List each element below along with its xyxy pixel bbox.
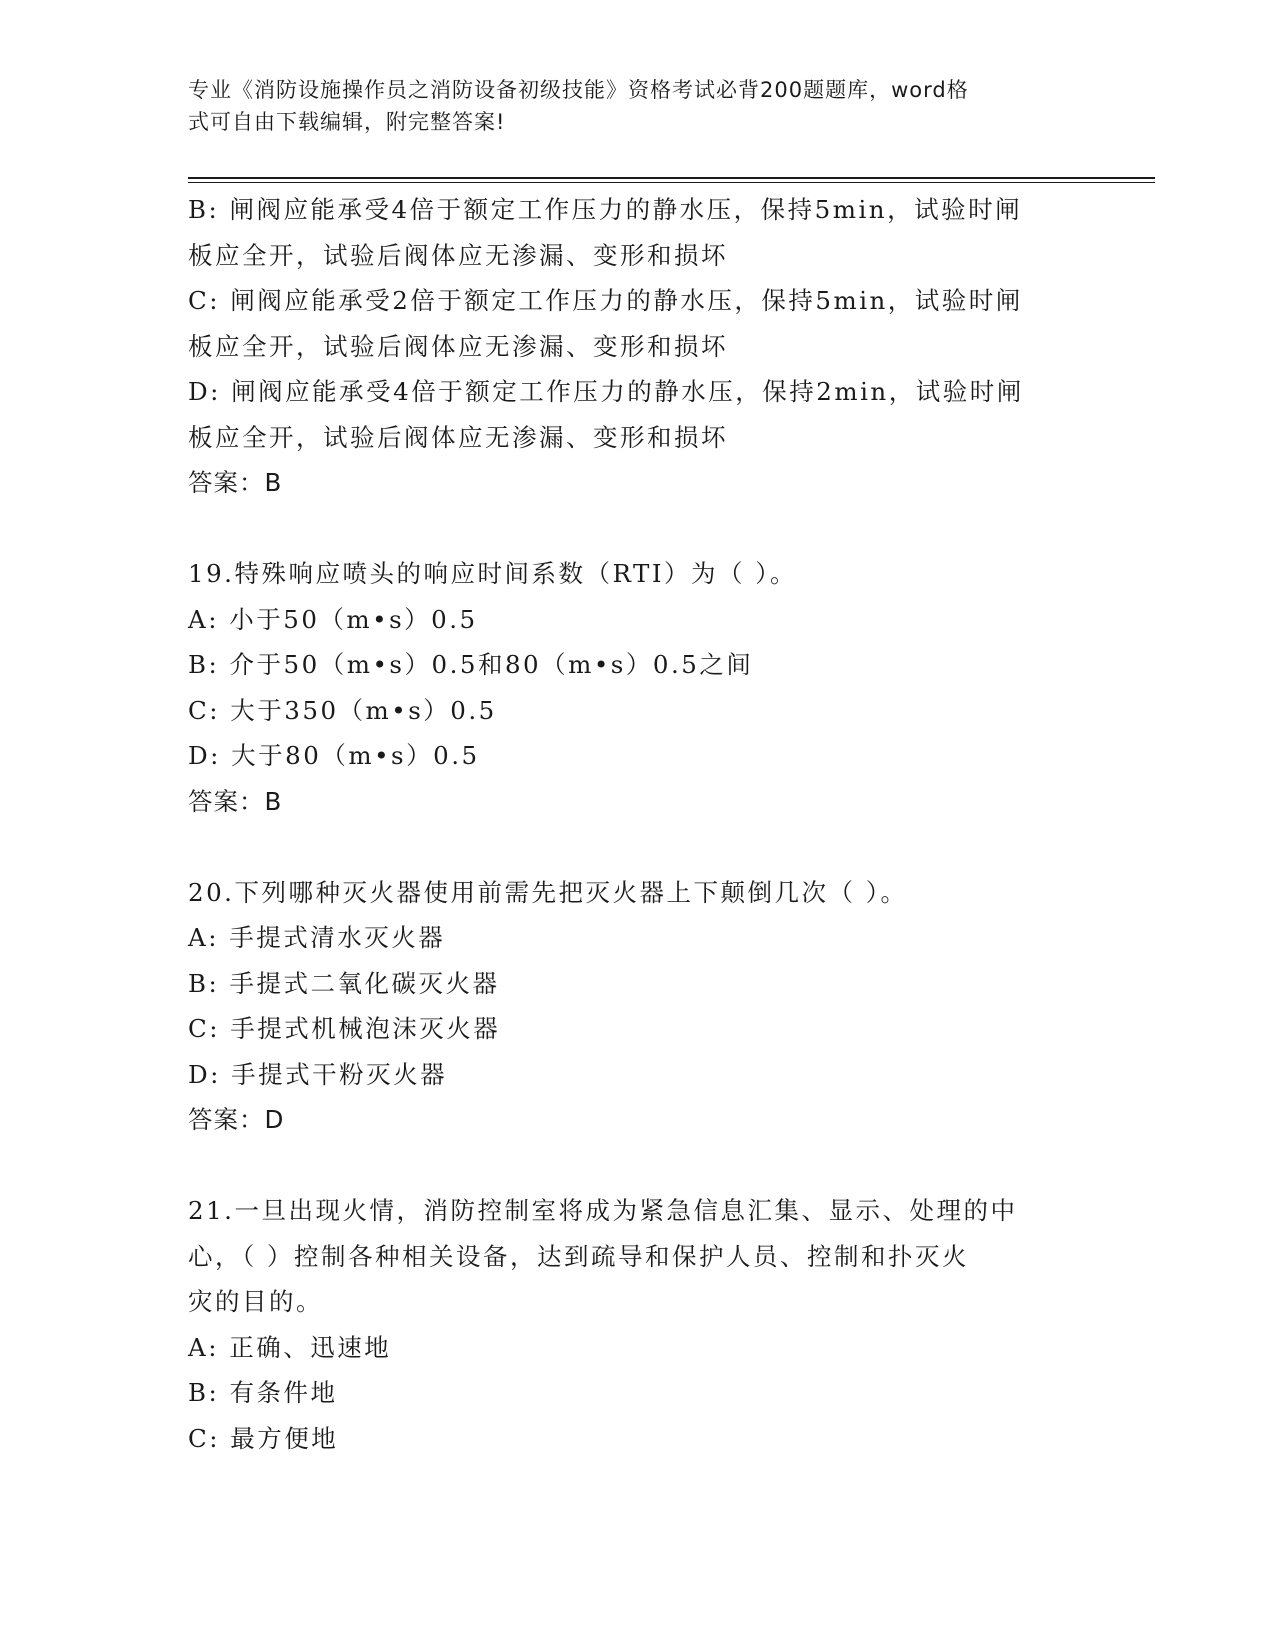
- spacer: [188, 506, 1088, 552]
- question-19-block: [188, 551, 1088, 824]
- q19-answer: 答案：B: [188, 786, 283, 816]
- q18-option-c-line-2: 板应全开，试验后阀体应无渗漏、变形和损坏: [188, 331, 728, 361]
- q18-option-b-line-1: B: 闸阀应能承受4倍于额定工作压力的静水压，保持5min，试验时闸: [188, 195, 1023, 224]
- q19-option-c: C: 大于350（m•s）0.5: [188, 695, 497, 725]
- q18-option-d-line-2: 板应全开，试验后阀体应无渗漏、变形和损坏: [188, 422, 728, 452]
- question-content: [188, 187, 1088, 1461]
- header-divider-thick: [188, 177, 1155, 179]
- q20-option-d: D: 手提式干粉灭火器: [188, 1059, 448, 1089]
- q21-option-b: B: 有条件地: [188, 1378, 338, 1407]
- q20-option-b: B: 手提式二氧化碳灭火器: [188, 968, 500, 998]
- q18-answer: 答案：B: [188, 468, 283, 497]
- q18-option-d-line-1: D: 闸阀应能承受4倍于额定工作压力的静水压，保持2min，试验时闸: [188, 377, 1024, 406]
- spacer: [188, 824, 1088, 870]
- question-21-block: [188, 1188, 1088, 1461]
- q19-option-a: A: 小于50（m•s）0.5: [188, 604, 478, 634]
- q21-question-line-2: 心，（ ）控制各种相关设备，达到疏导和保护人员、控制和扑灭火: [188, 1241, 970, 1271]
- q21-option-c: C: 最方便地: [188, 1423, 339, 1453]
- q19-option-b: B: 介于50（m•s）0.5和80（m•s）0.5之间: [188, 650, 754, 679]
- q20-answer: 答案：D: [188, 1105, 285, 1134]
- q18-option-c-line-1: C: 闸阀应能承受2倍于额定工作压力的静水压，保持5min，试验时闸: [188, 286, 1023, 315]
- spacer: [188, 1143, 1088, 1189]
- q19-question: 19.特殊响应喷头的响应时间系数（RTI）为（ ）。: [188, 559, 798, 588]
- question-20-block: [188, 870, 1088, 1143]
- q21-question-line-1: 21.一旦出现火情，消防控制室将成为紧急信息汇集、显示、处理的中: [188, 1196, 1018, 1225]
- header-title-line-1: 专业《消防设施操作员之消防设备初级技能》资格考试必背200题题库，word格: [188, 78, 969, 102]
- q20-option-c: C: 手提式机械泡沫灭火器: [188, 1014, 501, 1043]
- question-18-block: [188, 187, 1088, 506]
- document-header: [188, 74, 1068, 138]
- q20-option-a: A: 手提式清水灭火器: [188, 923, 446, 952]
- header-title-line-2: 式可自由下载编辑，附完整答案!: [188, 110, 506, 134]
- q20-question: 20.下列哪种灭火器使用前需先把灭火器上下颠倒几次（ ）。: [188, 877, 908, 907]
- q21-option-a: A: 正确、迅速地: [188, 1332, 392, 1362]
- header-divider-thin: [188, 182, 1155, 183]
- q19-option-d: D: 大于80（m•s）0.5: [188, 741, 480, 770]
- q21-question-line-3: 灾的目的。: [188, 1287, 323, 1316]
- q18-option-b-line-2: 板应全开，试验后阀体应无渗漏、变形和损坏: [188, 240, 728, 270]
